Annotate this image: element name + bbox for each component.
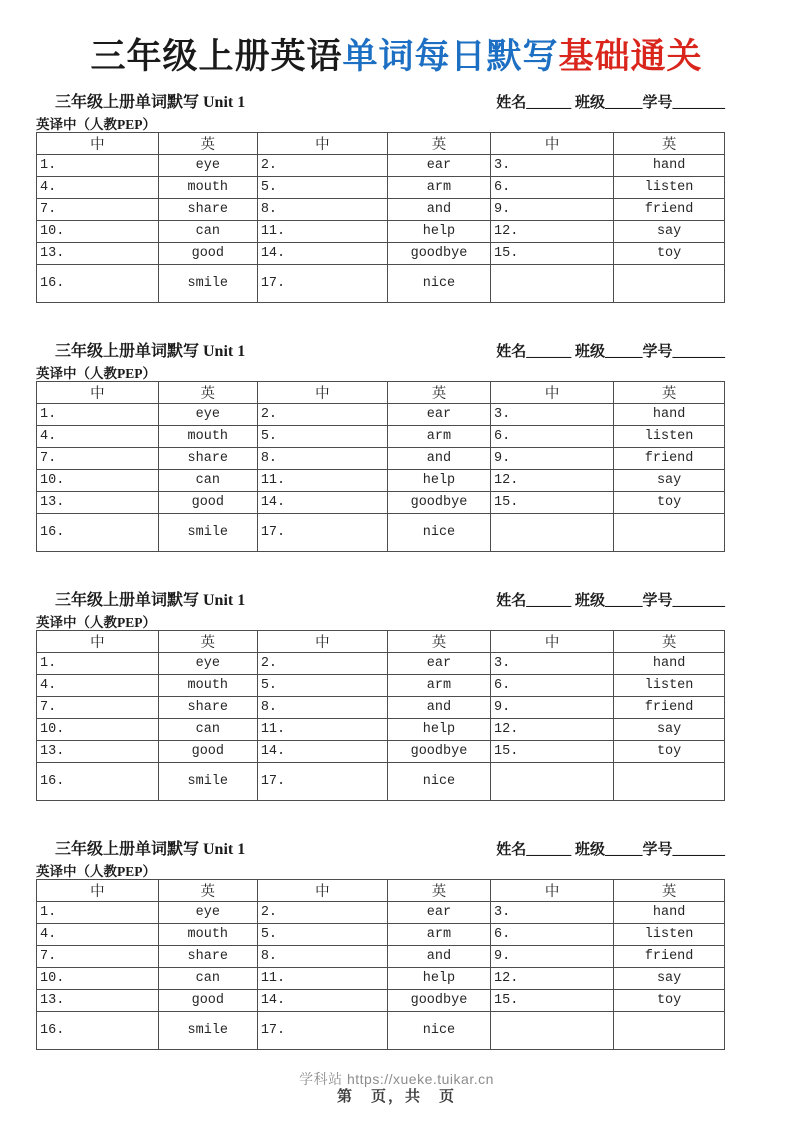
word-table [36,630,725,801]
chinese-answer-cell: 5. [257,177,387,199]
section-subtitle: 英译中（人教PEP） [36,366,156,381]
english-word-cell: say [614,470,725,492]
site-link[interactable]: 学科站 https://xueke.tuikar.cn [299,1071,494,1087]
section-subtitle: 英译中（人教PEP） [36,864,156,879]
title-part-black: 三年级上册英语 [90,37,343,76]
english-word-cell: mouth [158,177,257,199]
word-table [36,879,725,1050]
chinese-answer-cell: 8. [257,448,387,470]
table-row [37,492,725,514]
chinese-answer-cell: 3. [491,653,614,675]
col-header-en: 英 [387,382,490,404]
chinese-answer-cell: 14. [257,243,387,265]
chinese-answer-cell [491,763,614,801]
table-row [37,426,725,448]
english-word-cell: and [387,448,490,470]
dictation-section [36,91,725,303]
table-row [37,470,725,492]
english-word-cell: smile [158,763,257,801]
chinese-answer-cell: 3. [491,902,614,924]
col-header-cn: 中 [491,133,614,155]
table-row [37,763,725,801]
chinese-answer-cell: 16. [37,1012,159,1050]
col-header-en: 英 [387,133,490,155]
chinese-answer-cell: 1. [37,653,159,675]
table-row [37,697,725,719]
chinese-answer-cell: 17. [257,763,387,801]
chinese-answer-cell: 1. [37,902,159,924]
chinese-answer-cell: 14. [257,990,387,1012]
chinese-answer-cell [491,1012,614,1050]
table-header-row [37,133,725,155]
student-info-fields: 姓名______ 班级_____学号_______ [496,344,725,360]
page-title [0,0,793,78]
section-title: 三年级上册单词默写 Unit 1 [55,841,246,858]
chinese-answer-cell: 7. [37,448,159,470]
col-header-cn: 中 [257,631,387,653]
english-word-cell: and [387,946,490,968]
col-header-en: 英 [614,880,725,902]
chinese-answer-cell: 13. [37,990,159,1012]
chinese-answer-cell: 8. [257,697,387,719]
section-title: 三年级上册单词默写 Unit 1 [55,592,246,609]
table-header-row [37,382,725,404]
table-row [37,448,725,470]
table-row [37,199,725,221]
chinese-answer-cell: 6. [491,675,614,697]
english-word-cell: listen [614,426,725,448]
english-word-cell: can [158,221,257,243]
chinese-answer-cell: 6. [491,177,614,199]
english-word-cell: goodbye [387,741,490,763]
chinese-answer-cell: 10. [37,221,159,243]
page-number-line: 第 页，共 页 [336,1089,456,1105]
chinese-answer-cell: 10. [37,719,159,741]
english-word-cell: arm [387,177,490,199]
chinese-answer-cell: 16. [37,763,159,801]
english-word-cell: can [158,968,257,990]
english-word-cell: hand [614,404,725,426]
english-word-cell: hand [614,902,725,924]
english-word-cell: nice [387,514,490,552]
english-word-cell: smile [158,1012,257,1050]
chinese-answer-cell: 2. [257,653,387,675]
chinese-answer-cell: 12. [491,221,614,243]
chinese-answer-cell [491,265,614,303]
english-word-cell: can [158,719,257,741]
chinese-answer-cell: 12. [491,719,614,741]
english-word-cell: help [387,968,490,990]
chinese-answer-cell: 11. [257,470,387,492]
english-word-cell: say [614,968,725,990]
english-word-cell [614,1012,725,1050]
page-footer [0,1069,793,1106]
chinese-answer-cell: 7. [37,697,159,719]
chinese-answer-cell: 5. [257,924,387,946]
col-header-en: 英 [614,631,725,653]
english-word-cell: friend [614,697,725,719]
chinese-answer-cell: 11. [257,719,387,741]
english-word-cell: mouth [158,675,257,697]
col-header-cn: 中 [37,631,159,653]
table-row [37,177,725,199]
english-word-cell: ear [387,902,490,924]
col-header-en: 英 [614,382,725,404]
col-header-cn: 中 [37,133,159,155]
english-word-cell [614,265,725,303]
english-word-cell: share [158,697,257,719]
section-header [36,340,725,361]
title-part-red: 基础通关 [558,37,703,76]
chinese-answer-cell: 15. [491,990,614,1012]
chinese-answer-cell: 4. [37,924,159,946]
col-header-cn: 中 [491,382,614,404]
english-word-cell: share [158,946,257,968]
chinese-answer-cell: 6. [491,426,614,448]
col-header-en: 英 [614,133,725,155]
chinese-answer-cell: 10. [37,968,159,990]
table-row [37,741,725,763]
english-word-cell: smile [158,514,257,552]
col-header-en: 英 [387,631,490,653]
chinese-answer-cell: 2. [257,404,387,426]
table-row [37,990,725,1012]
col-header-en: 英 [158,133,257,155]
chinese-answer-cell: 1. [37,155,159,177]
table-header-row [37,880,725,902]
chinese-answer-cell: 14. [257,741,387,763]
english-word-cell: friend [614,199,725,221]
english-word-cell: good [158,741,257,763]
table-header-row [37,631,725,653]
english-word-cell: help [387,221,490,243]
table-row [37,1012,725,1050]
table-row [37,221,725,243]
english-word-cell: arm [387,924,490,946]
sections-container [0,91,793,1050]
col-header-en: 英 [158,880,257,902]
chinese-answer-cell: 2. [257,902,387,924]
english-word-cell: can [158,470,257,492]
english-word-cell: goodbye [387,492,490,514]
table-row [37,719,725,741]
english-word-cell: hand [614,653,725,675]
english-word-cell: nice [387,1012,490,1050]
english-word-cell: friend [614,946,725,968]
student-info-fields: 姓名______ 班级_____学号_______ [496,593,725,609]
table-row [37,514,725,552]
chinese-answer-cell: 17. [257,514,387,552]
english-word-cell: help [387,470,490,492]
english-word-cell: nice [387,763,490,801]
table-row [37,902,725,924]
col-header-cn: 中 [37,382,159,404]
section-subtitle: 英译中（人教PEP） [36,117,156,132]
chinese-answer-cell: 9. [491,697,614,719]
chinese-answer-cell: 16. [37,265,159,303]
english-word-cell: toy [614,243,725,265]
chinese-answer-cell: 11. [257,968,387,990]
chinese-answer-cell: 9. [491,448,614,470]
chinese-answer-cell: 17. [257,1012,387,1050]
table-row [37,968,725,990]
col-header-cn: 中 [257,880,387,902]
chinese-answer-cell: 4. [37,675,159,697]
chinese-answer-cell: 5. [257,675,387,697]
chinese-answer-cell: 8. [257,946,387,968]
english-word-cell: share [158,448,257,470]
col-header-cn: 中 [37,880,159,902]
english-word-cell [614,763,725,801]
dictation-section [36,340,725,552]
col-header-cn: 中 [257,382,387,404]
english-word-cell: hand [614,155,725,177]
chinese-answer-cell: 9. [491,946,614,968]
chinese-answer-cell: 13. [37,243,159,265]
student-info-fields: 姓名______ 班级_____学号_______ [496,95,725,111]
section-subtitle: 英译中（人教PEP） [36,615,156,630]
english-word-cell: listen [614,675,725,697]
english-word-cell: good [158,492,257,514]
english-word-cell: eye [158,404,257,426]
table-row [37,155,725,177]
table-row [37,924,725,946]
english-word-cell: arm [387,675,490,697]
section-header [36,838,725,859]
chinese-answer-cell: 7. [37,199,159,221]
english-word-cell: good [158,990,257,1012]
english-word-cell: goodbye [387,990,490,1012]
english-word-cell: smile [158,265,257,303]
chinese-answer-cell: 7. [37,946,159,968]
col-header-en: 英 [158,631,257,653]
word-table [36,132,725,303]
english-word-cell: say [614,719,725,741]
chinese-answer-cell: 15. [491,243,614,265]
col-header-cn: 中 [491,880,614,902]
col-header-en: 英 [387,880,490,902]
chinese-answer-cell: 3. [491,404,614,426]
col-header-cn: 中 [257,133,387,155]
chinese-answer-cell: 2. [257,155,387,177]
chinese-answer-cell: 16. [37,514,159,552]
table-row [37,946,725,968]
table-row [37,653,725,675]
chinese-answer-cell: 1. [37,404,159,426]
word-table [36,381,725,552]
chinese-answer-cell: 13. [37,492,159,514]
chinese-answer-cell [491,514,614,552]
english-word-cell: good [158,243,257,265]
chinese-answer-cell: 10. [37,470,159,492]
english-word-cell: share [158,199,257,221]
chinese-answer-cell: 5. [257,426,387,448]
col-header-en: 英 [158,382,257,404]
english-word-cell: listen [614,924,725,946]
english-word-cell: say [614,221,725,243]
section-title: 三年级上册单词默写 Unit 1 [55,343,246,360]
table-row [37,675,725,697]
chinese-answer-cell: 4. [37,177,159,199]
english-word-cell [614,514,725,552]
english-word-cell: arm [387,426,490,448]
english-word-cell: eye [158,653,257,675]
section-header [36,589,725,610]
english-word-cell: and [387,199,490,221]
english-word-cell: toy [614,990,725,1012]
english-word-cell: friend [614,448,725,470]
english-word-cell: help [387,719,490,741]
english-word-cell: toy [614,492,725,514]
section-title: 三年级上册单词默写 Unit 1 [55,94,246,111]
english-word-cell: listen [614,177,725,199]
chinese-answer-cell: 8. [257,199,387,221]
dictation-section [36,589,725,801]
chinese-answer-cell: 4. [37,426,159,448]
english-word-cell: goodbye [387,243,490,265]
english-word-cell: mouth [158,426,257,448]
chinese-answer-cell: 9. [491,199,614,221]
chinese-answer-cell: 12. [491,968,614,990]
title-part-blue: 单词每日默写 [342,37,559,76]
english-word-cell: toy [614,741,725,763]
chinese-answer-cell: 12. [491,470,614,492]
english-word-cell: nice [387,265,490,303]
chinese-answer-cell: 13. [37,741,159,763]
english-word-cell: eye [158,155,257,177]
table-row [37,243,725,265]
table-row [37,404,725,426]
dictation-section [36,838,725,1050]
english-word-cell: and [387,697,490,719]
chinese-answer-cell: 15. [491,741,614,763]
english-word-cell: eye [158,902,257,924]
student-info-fields: 姓名______ 班级_____学号_______ [496,842,725,858]
chinese-answer-cell: 11. [257,221,387,243]
col-header-cn: 中 [491,631,614,653]
chinese-answer-cell: 14. [257,492,387,514]
english-word-cell: mouth [158,924,257,946]
chinese-answer-cell: 17. [257,265,387,303]
english-word-cell: ear [387,155,490,177]
chinese-answer-cell: 15. [491,492,614,514]
section-header [36,91,725,112]
chinese-answer-cell: 3. [491,155,614,177]
table-row [37,265,725,303]
english-word-cell: ear [387,404,490,426]
english-word-cell: ear [387,653,490,675]
chinese-answer-cell: 6. [491,924,614,946]
